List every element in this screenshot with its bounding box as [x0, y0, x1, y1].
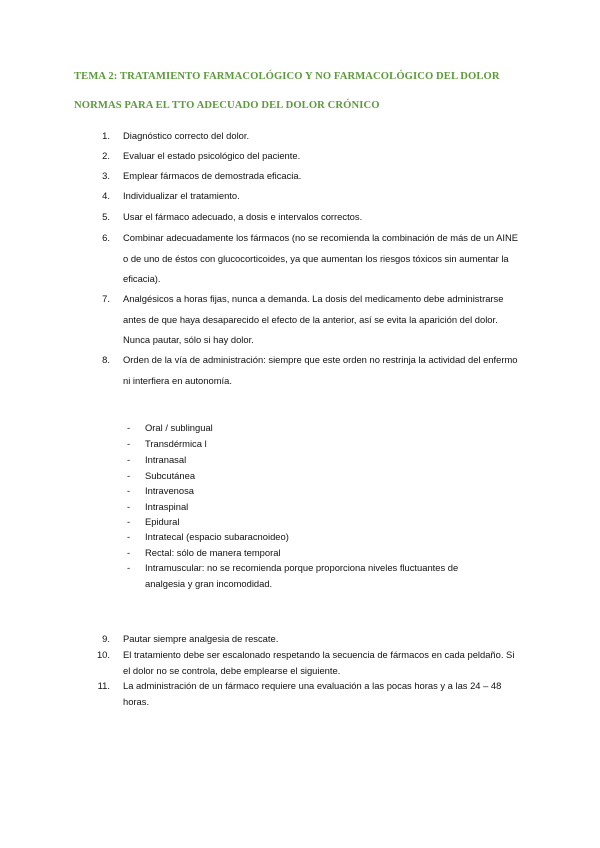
dash-bullet: -: [127, 516, 131, 527]
route-text: Intravenosa: [145, 485, 194, 496]
dash-bullet: -: [127, 501, 131, 512]
dash-bullet: -: [127, 438, 131, 449]
dash-bullet: -: [127, 485, 131, 496]
item-number: 9.: [102, 633, 110, 644]
item-number: 6.: [102, 232, 110, 243]
item-number: 1.: [102, 130, 110, 141]
item-text: Analgésicos a horas fijas, nunca a demanda. La dosis del medicamento debe administrarse antes de que haya desaparecido el efecto de la anterior, así se evita la aparición del dolor. Nunca pautar, sólo si hay dolor.: [123, 293, 504, 345]
route-text: Intramuscular: no se recomienda porque proporciona niveles fluctuantes de analgesia y gran incomodidad.: [145, 562, 459, 589]
route-text: Subcutánea: [145, 470, 196, 481]
item-text: Emplear fármacos de demostrada eficacia.: [123, 170, 302, 181]
item-number: 3.: [102, 170, 110, 181]
item-text: Usar el fármaco adecuado, a dosis e intervalos correctos.: [123, 211, 363, 222]
item-number: 10.: [96, 649, 110, 660]
dash-bullet: -: [127, 422, 131, 433]
item-number: 11.: [97, 680, 110, 691]
section-heading: NORMAS PARA EL TTO ADECUADO DEL DOLOR CRÓNICO: [74, 100, 380, 111]
route-text: Intraspinal: [145, 501, 189, 512]
item-number: 5.: [102, 211, 110, 222]
document-title: TEMA 2: TRATAMIENTO FARMACOLÓGICO Y NO FARMACOLÓGICO DEL DOLOR: [74, 71, 500, 82]
route-text: Intranasal: [145, 454, 187, 465]
item-text: Pautar siempre analgesia de rescate.: [123, 633, 279, 644]
item-text: El tratamiento debe ser escalonado respetando la secuencia de fármacos en cada peldaño. Si el dolor no se controla, debe emplearse el siguiente.: [123, 649, 515, 676]
item-text: Orden de la vía de administración: siempre que este orden no restrinja la actividad del enfermo ni interfiera en autonomía.: [123, 354, 518, 386]
route-text: Epidural: [145, 516, 180, 527]
item-text: Combinar adecuadamente los fármacos (no se recomienda la combinación de más de un AINE o de uno de éstos con glucocorticoides, ya que aumentan los riesgos tóxicos sin aumentar la eficacia).: [123, 232, 519, 284]
dash-bullet: -: [127, 454, 131, 465]
item-text: Individualizar el tratamiento.: [123, 190, 240, 201]
item-number: 4.: [102, 190, 110, 201]
item-number: 7.: [102, 293, 110, 304]
dash-bullet: -: [127, 531, 131, 542]
dash-bullet: -: [127, 547, 131, 558]
dash-bullet: -: [127, 562, 131, 573]
item-text: Evaluar el estado psicológico del paciente.: [123, 150, 301, 161]
item-text: La administración de un fármaco requiere una evaluación a las pocas horas y a las 24 – 48 horas.: [123, 680, 502, 707]
dash-bullet: -: [127, 470, 131, 481]
item-text: Diagnóstico correcto del dolor.: [123, 130, 250, 141]
item-number: 2.: [102, 150, 110, 161]
route-text: Oral / sublingual: [145, 422, 213, 433]
item-number: 8.: [102, 354, 110, 365]
route-text: Intratecal (espacio subaracnoideo): [145, 531, 289, 542]
route-text: Transdérmica l: [145, 438, 207, 449]
route-text: Rectal: sólo de manera temporal: [145, 547, 281, 558]
